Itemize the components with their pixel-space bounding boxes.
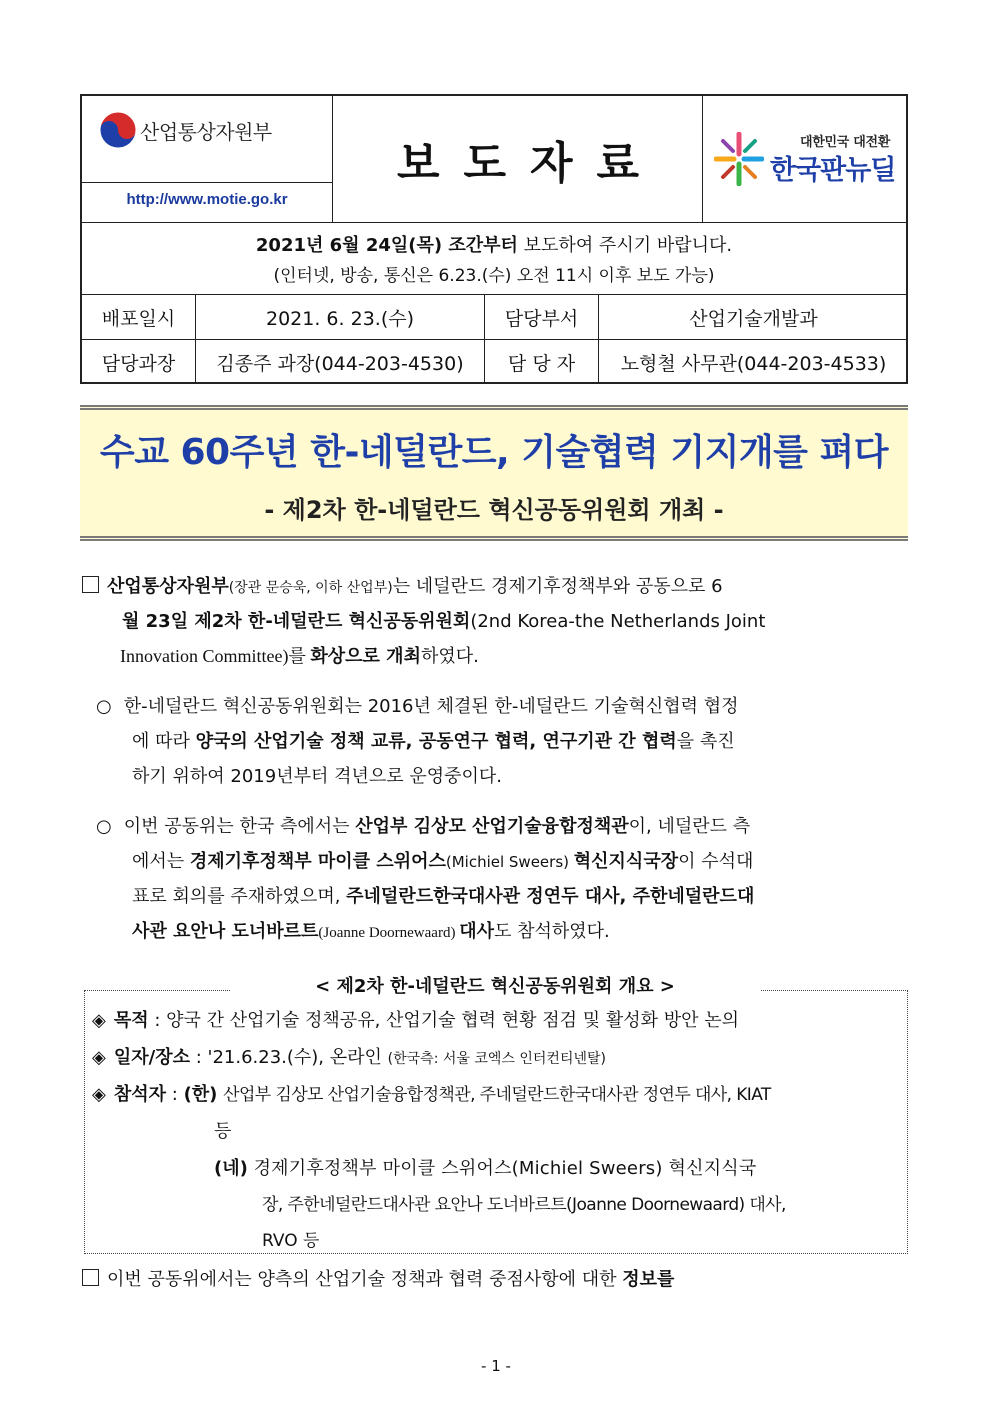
para3-line2 bbox=[132, 847, 753, 873]
dept-value: 산업기술개발과 bbox=[689, 307, 818, 330]
para3-text4b: 사관 요안나 도너바르트 bbox=[132, 921, 319, 942]
officer-value: 노형철 사무관(044-203-4533) bbox=[620, 352, 887, 375]
netherlands-line1 bbox=[214, 1154, 756, 1180]
overview-title: < 제2차 한-네덜란드 혁신공동위원회 개요 > bbox=[230, 972, 760, 998]
para3-text1c: 이, 네덜란드 측 bbox=[628, 816, 751, 837]
ministry-url-link[interactable]: http://www.motie.go.kr bbox=[126, 191, 288, 208]
date-label: 일자/장소 bbox=[113, 1047, 190, 1068]
officer-label: 담 당 자 bbox=[507, 352, 576, 375]
press-header-table bbox=[80, 94, 908, 384]
korea-label: (한) bbox=[183, 1084, 218, 1105]
para1-committee: 월 23일 제2차 한-네덜란드 혁신공동위원회 bbox=[122, 611, 471, 632]
newdeal-tagline: 대한민국 대전환 bbox=[800, 135, 891, 150]
headline: 수교 60주년 한-네덜란드, 기술협력 기지개를 펴다 bbox=[99, 432, 889, 473]
manager-label: 담당과장 bbox=[101, 352, 176, 375]
para3-text3a: 표로 회의를 주재하였으며, bbox=[132, 886, 347, 907]
para3-text1b: 산업부 김상모 산업기술융합정책관 bbox=[355, 816, 629, 837]
circle-bullet-icon: ○ bbox=[96, 816, 112, 837]
ministry-name: 산업통상자원부 bbox=[140, 120, 272, 144]
para3-text2e: 이 수석대 bbox=[678, 851, 754, 872]
diamond-bullet-icon: ◈ bbox=[92, 1047, 106, 1068]
para2-line2 bbox=[132, 727, 735, 753]
para3-text2a: 에서는 bbox=[132, 851, 190, 872]
netherlands-attendees-1: 경제기후정책부 마이클 스위어스(Michiel Sweers) 혁신지식국 bbox=[253, 1158, 757, 1179]
para2-text2c: 을 촉진 bbox=[676, 731, 735, 752]
manager-value: 김종주 과장(044-203-4530) bbox=[216, 352, 464, 375]
para1-english-cont: Innovation Committee)를 bbox=[120, 646, 311, 666]
attendees-label: 참석자 bbox=[113, 1084, 167, 1105]
overview-attendees bbox=[92, 1080, 771, 1106]
overview-date bbox=[92, 1043, 606, 1069]
para4-text: 이번 공동위에서는 양측의 산업기술 정책과 협력 중점사항에 대한 bbox=[107, 1269, 623, 1290]
purpose-label: 목적 bbox=[113, 1010, 149, 1031]
embargo-notice bbox=[82, 231, 906, 257]
para1-end: 하였다. bbox=[420, 646, 479, 667]
date-note: (한국측: 서울 코엑스 인터컨티넨탈) bbox=[387, 1051, 606, 1067]
para4-text-bold: 정보를 bbox=[622, 1269, 675, 1290]
para4-line1 bbox=[82, 1265, 674, 1291]
para3-text4c: (Joanne Doornewaard) bbox=[318, 925, 460, 941]
korea-attendees-cont: 등 bbox=[214, 1121, 232, 1142]
netherlands-line3: RVO 등 bbox=[262, 1231, 320, 1251]
para3-line1 bbox=[96, 812, 750, 838]
para1-line2 bbox=[122, 607, 765, 633]
para1-line3 bbox=[120, 642, 479, 668]
para2-text1: 한-네덜란드 혁신공동위원회는 2016년 체결된 한-네덜란드 기술혁신협력 협정 bbox=[123, 696, 739, 717]
para1-line1 bbox=[82, 572, 723, 598]
para3-text1a: 이번 공동위는 한국 측에서는 bbox=[123, 816, 356, 837]
newdeal-name: 한국판뉴딜 bbox=[770, 155, 896, 186]
headline-box bbox=[80, 405, 908, 541]
korea-attendees: 산업부 김상모 산업기술융합정책관, 주네덜란드한국대사관 정연두 대사, KIAT bbox=[223, 1085, 771, 1105]
netherlands-label: (네) bbox=[214, 1158, 248, 1179]
para2-line3: 하기 위하여 2019년부터 격년으로 운영중이다. bbox=[132, 766, 503, 787]
page-number: - 1 - bbox=[481, 1357, 511, 1375]
release-label: 배포일시 bbox=[101, 307, 176, 330]
para3-line3 bbox=[132, 882, 754, 908]
para3-line4 bbox=[132, 917, 610, 943]
diamond-bullet-icon: ◈ bbox=[92, 1084, 106, 1105]
para3-text2c: (Michiel Sweers) bbox=[445, 853, 574, 871]
motie-emblem-icon bbox=[98, 110, 138, 150]
para3-text2b: 경제기후정책부 마이클 스위어스 bbox=[189, 851, 446, 872]
doc-type-title: 보도자료 bbox=[396, 138, 663, 189]
embargo-note: (인터넷, 방송, 통신은 6.23.(수) 오전 11시 이후 보도 가능) bbox=[273, 266, 715, 286]
date-value: : '21.6.23.(수), 온라인 bbox=[195, 1047, 382, 1068]
embargo-date: 2021년 6월 24일(목) 조간부터 bbox=[255, 235, 518, 256]
netherlands-line2: 장, 주한네덜란드대사관 요안나 도너바르트(Joanne Doornewaard) 대사, bbox=[262, 1195, 786, 1215]
circle-bullet-icon: ○ bbox=[96, 696, 112, 717]
release-value: 2021. 6. 23.(수) bbox=[266, 307, 414, 330]
para2-text2b: 양국의 산업기술 정책 교류, 공동연구 협력, 연구기관 간 협력 bbox=[195, 731, 677, 752]
diamond-bullet-icon: ◈ bbox=[92, 1010, 106, 1031]
subheadline: - 제2차 한-네덜란드 혁신공동위원회 개최 - bbox=[264, 496, 724, 524]
para3-text2d: 혁신지식국장 bbox=[573, 851, 679, 872]
para3-text4e: 도 참석하였다. bbox=[493, 921, 610, 942]
square-bullet-icon bbox=[82, 576, 99, 593]
attendees-colon: : bbox=[171, 1084, 178, 1105]
para1-text: 는 네덜란드 경제기후정책부와 공동으로 6 bbox=[392, 576, 723, 597]
overview-purpose bbox=[92, 1006, 739, 1032]
para1-minister-note: (장관 문승욱, 이하 산업부) bbox=[228, 580, 393, 596]
purpose-value: : 양국 간 산업기술 정책공유, 산업기술 협력 현황 점검 및 활성화 방안 논의 bbox=[154, 1010, 740, 1031]
para1-online: 화상으로 개최 bbox=[310, 646, 421, 667]
para2-line1 bbox=[96, 692, 738, 718]
para2-text2a: 에 따라 bbox=[132, 731, 196, 752]
dept-label: 담당부서 bbox=[504, 307, 579, 330]
para3-text4d: 대사 bbox=[459, 921, 494, 942]
square-bullet-icon bbox=[82, 1269, 99, 1286]
para1-english: (2nd Korea-the Netherlands Joint bbox=[470, 611, 766, 632]
para1-ministry: 산업통상자원부 bbox=[107, 576, 229, 597]
para3-text3b: 주네덜란드한국대사관 정연두 대사, 주한네덜란드대 bbox=[346, 886, 755, 907]
embargo-rest: 보도하여 주시기 바랍니다. bbox=[523, 235, 733, 256]
newdeal-logo-icon bbox=[714, 132, 764, 186]
